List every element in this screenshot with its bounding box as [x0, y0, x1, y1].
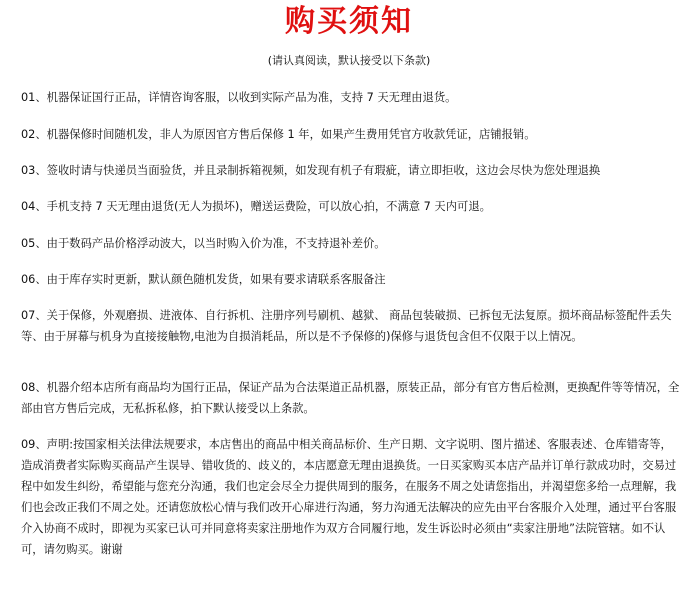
- clause-08: [21, 377, 681, 419]
- clause-number: 08、: [21, 381, 47, 394]
- clause-text: 关于保修，外观磨损、进液体、自行拆机、注册序列号刷机、越狱、 商品包装破损、已拆包无法复原。损坏商品标签配件丢失等、由于屏幕与机身为直接接触物,电池为自损消耗品，所以是不予保修的)保修与退货包含但不仅限于以上情况。: [21, 309, 672, 343]
- clause-text: 签收时请与快递员当面验货，并且录制拆箱视频，如发现有机子有瑕疵，请立即拒收，这边会尽快为您处理退换: [46, 164, 601, 177]
- clause-number: 07、: [21, 309, 47, 322]
- clause-number: 05、: [21, 237, 47, 250]
- clause-09: [21, 434, 681, 560]
- clause-number: 02、: [21, 128, 47, 141]
- clause-text: 机器保证国行正品，详情咨询客服，以收到实际产品为准，支持 7 天无理由退货。: [46, 91, 457, 104]
- clause-text: 手机支持 7 天无理由退货(无人为损坏)，赠送运费险，可以放心拍，不满意 7 天内可退。: [46, 200, 491, 213]
- clause-06: [21, 269, 681, 290]
- clause-number: 01、: [21, 91, 47, 104]
- page-subtitle: (请认真阅读，默认接受以下条款): [267, 54, 431, 67]
- clause-number: 03、: [21, 164, 47, 177]
- clause-text: 声明:按国家相关法律法规要求，本店售出的商品中相关商品标价、生产日期、文字说明、图片描述、客服表述、仓库错寄等，造成消费者实际购买商品产生误导、错收货的、歧义的，本店愿意无理由退换货。一日买家购买本店产品并订单行款成功时，交易过程中如发生纠纷，希望能与您充分沟通，我们也定会尽全力提供周到的服务，在服务不周之处请您指出，并渴望您多给一点理解，我们也会改正我们不周之处。还请您放松心情与我们改开心扉进行沟通，努力沟通无法解决的应先由平台客服介入处理，通过平台客服介入协商不成时，即视为买家已认可并同意将卖家注册地作为双方合同履行地，发生诉讼时必须由“卖家注册地”法院管辖。如不认可，请勿购买。谢谢: [21, 438, 677, 556]
- clause-02: [21, 124, 681, 145]
- page-title: 购买须知: [285, 4, 413, 39]
- clause-text: 由于库存实时更新，默认颜色随机发货，如果有要求请联系客服备注: [46, 273, 386, 286]
- clause-text: 由于数码产品价格浮动波大，以当时购入价为准，不支持退补差价。: [46, 237, 386, 250]
- clause-number: 09、: [21, 438, 47, 451]
- clause-04: [21, 196, 681, 217]
- clause-text: 机器保修时间随机发，非人为原因官方售后保修 1 年，如果产生费用凭官方收款凭证，店铺报销。: [46, 128, 536, 141]
- clause-number: 04、: [21, 200, 47, 213]
- clause-05: [21, 233, 681, 254]
- clause-text: 机器介绍本店所有商品均为国行正品，保证产品为合法渠道正品机器，原装正品，部分有官方售后检测，更换配件等等情况，全部由官方售后完成，无私拆私修，拍下默认接受以上条款。: [21, 381, 680, 415]
- clause-01: [21, 87, 681, 108]
- clause-07: [21, 305, 681, 347]
- clause-03: [21, 160, 681, 181]
- clause-number: 06、: [21, 273, 47, 286]
